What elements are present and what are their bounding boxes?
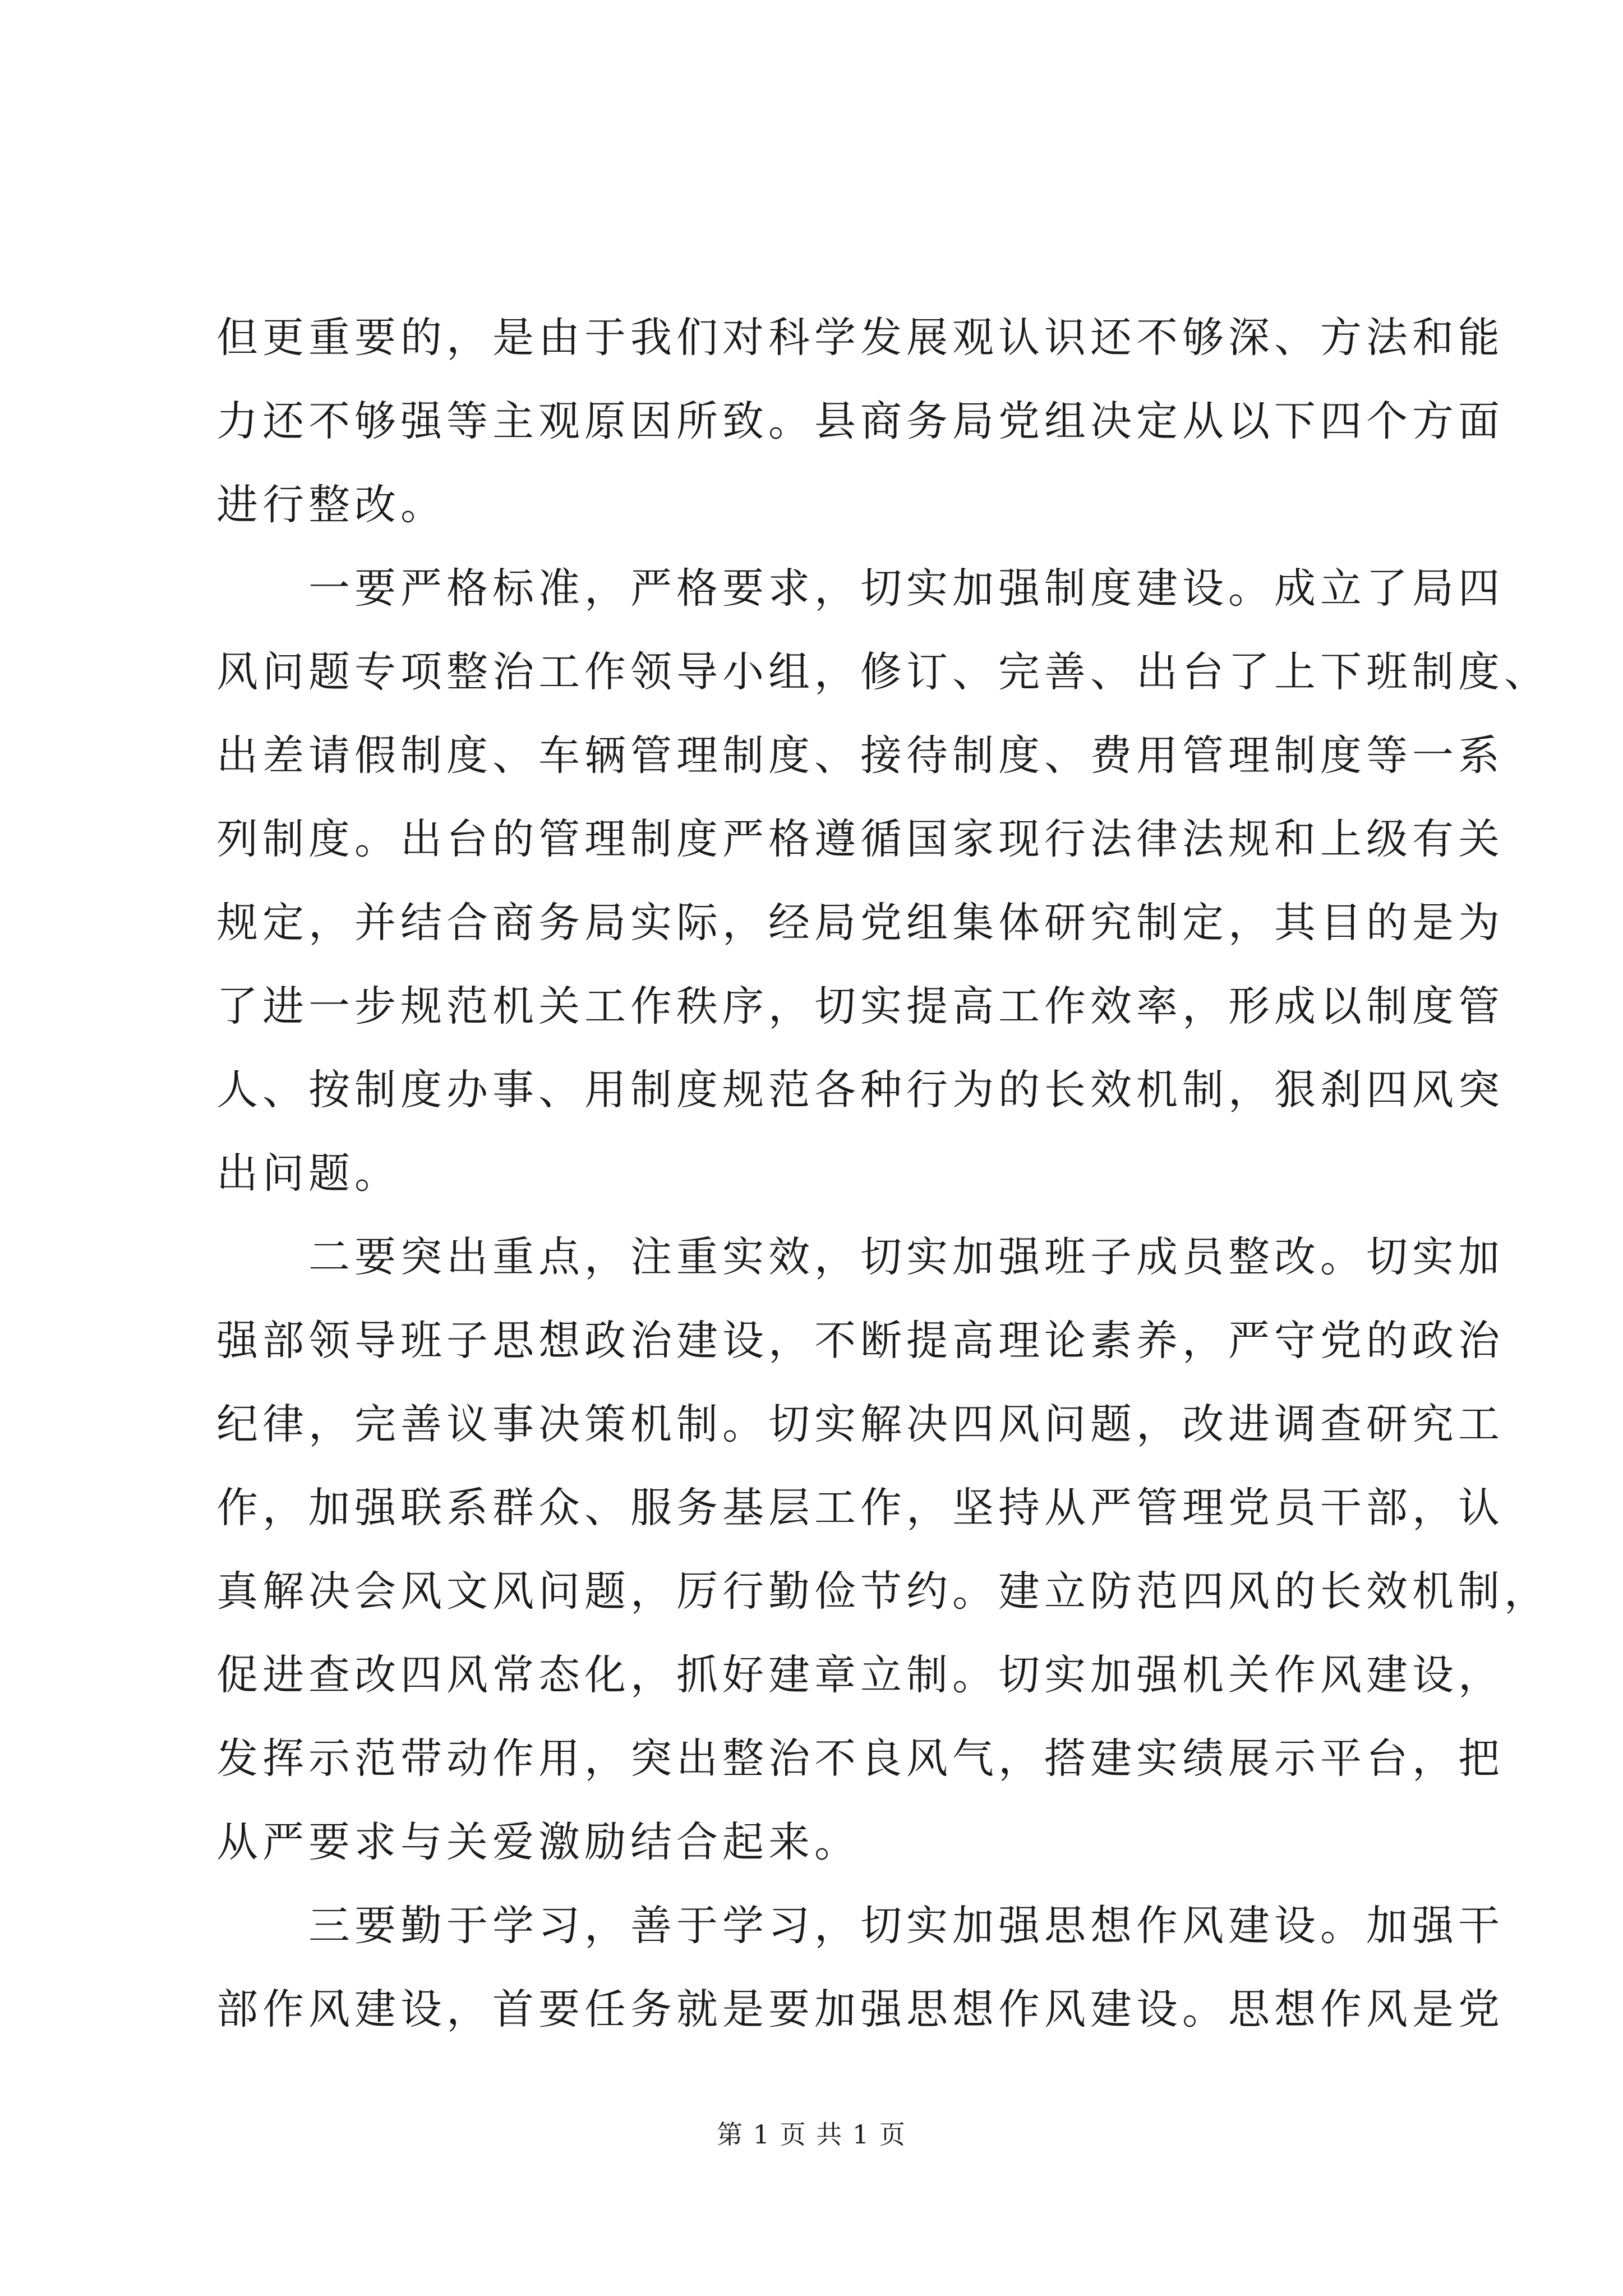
text-line: 但更重要的，是由于我们对科学发展观认识还不够深、方法和能 xyxy=(216,314,1504,362)
text-line: 出差请假制度、车辆管理制度、接待制度、费用管理制度等一系 xyxy=(216,731,1504,780)
text-line: 纪律，完善议事决策机制。切实解决四风问题，改进调查研究工 xyxy=(216,1400,1504,1448)
text-line: 强部领导班子思想政治建设，不断提高理论素养，严守党的政治 xyxy=(216,1317,1504,1365)
text-line: 风问题专项整治工作领导小组，修订、完善、出台了上下班制度、 xyxy=(216,648,1550,696)
text-line: 规定，并结合商务局实际，经局党组集体研究制定，其目的是为 xyxy=(216,899,1504,947)
text-line: 出问题。 xyxy=(216,1149,400,1198)
text-line: 力还不够强等主观原因所致。县商务局党组决定从以下四个方面 xyxy=(216,397,1504,445)
text-line: 人、按制度办事、用制度规范各种行为的长效机制，狠刹四风突 xyxy=(216,1066,1504,1114)
text-line: 了进一步规范机关工作秩序，切实提高工作效率，形成以制度管 xyxy=(216,982,1504,1030)
text-line: 部作风建设，首要任务就是要加强思想作风建设。思想作风是党 xyxy=(216,1985,1504,2033)
text-line: 进行整改。 xyxy=(216,481,446,529)
document-body xyxy=(216,296,1550,2051)
text-line: 发挥示范带动作用，突出整治不良风气，搭建实绩展示平台，把 xyxy=(216,1734,1504,1783)
text-line: 三要勤于学习，善于学习，切实加强思想作风建设。加强干 xyxy=(216,1902,1504,1950)
text-line: 从严要求与关爱激励结合起来。 xyxy=(216,1818,860,1866)
text-line: 作，加强联系群众、服务基层工作，坚持从严管理党员干部，认 xyxy=(216,1484,1504,1532)
text-line: 列制度。出台的管理制度严格遵循国家现行法律法规和上级有关 xyxy=(216,815,1504,863)
page-footer: 第 1 页 共 1 页 xyxy=(717,2119,906,2150)
text-line: 真解决会风文风问题，厉行勤俭节约。建立防范四风的长效机制， xyxy=(216,1567,1550,1616)
text-line: 促进查改四风常态化，抓好建章立制。切实加强机关作风建设， xyxy=(216,1651,1504,1699)
text-line: 二要突出重点，注重实效，切实加强班子成员整改。切实加 xyxy=(216,1233,1504,1281)
text-line: 一要严格标准，严格要求，切实加强制度建设。成立了局四 xyxy=(216,564,1504,613)
